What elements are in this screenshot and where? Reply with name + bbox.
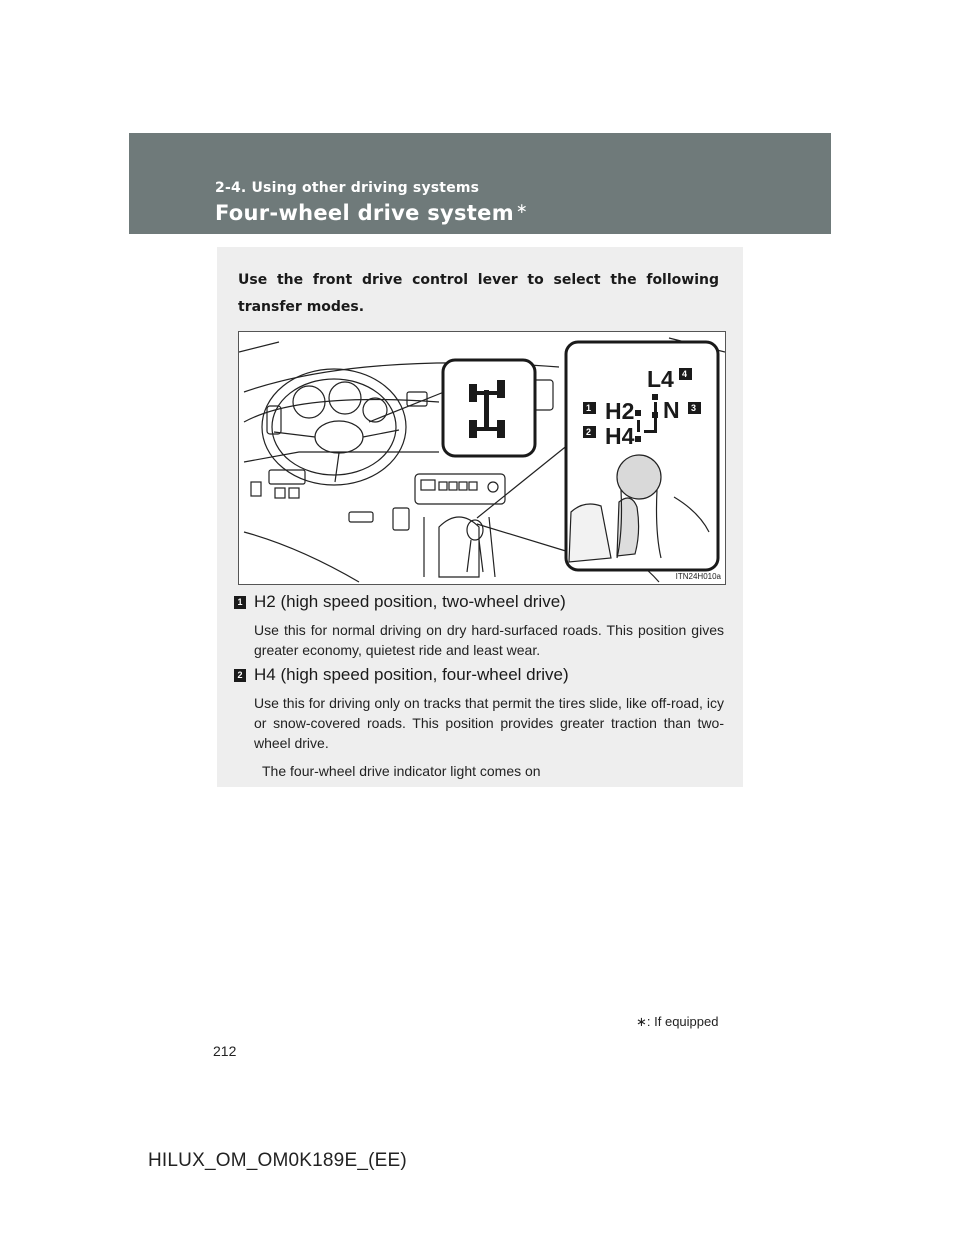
- dashboard-drawing: [239, 332, 725, 584]
- callout-2: 2: [586, 427, 592, 437]
- section-title: 2-4. Using other driving systems: [215, 180, 480, 196]
- callout-4: 4: [682, 369, 688, 379]
- dashboard-illustration: [238, 331, 726, 585]
- footnote-text: : If equipped: [646, 1014, 719, 1029]
- item-heading: H4 (high speed position, four-wheel drive): [254, 665, 569, 684]
- figure-code: ITN24H010a: [675, 572, 721, 581]
- position-h4-label: H4: [605, 423, 635, 449]
- page-number: 212: [213, 1043, 237, 1059]
- page-heading: [215, 201, 528, 225]
- item-heading: H2 (high speed position, two-wheel drive): [254, 592, 566, 611]
- item-number-badge: 1: [234, 596, 246, 609]
- footnote: [636, 1014, 718, 1030]
- indicator-note: The four-wheel drive indicator light comes on: [262, 763, 541, 779]
- mode-item-h2: [234, 592, 724, 660]
- callout-3: 3: [691, 403, 697, 413]
- position-h2-label: H2: [605, 398, 635, 424]
- page-heading-text: Four-wheel drive system: [215, 201, 514, 225]
- item-description: Use this for normal driving on dry hard-surfaced roads. This position gives greater economy, quietest ride and least wear.: [254, 622, 724, 658]
- callout-1: 1: [586, 403, 592, 413]
- intro-text: Use the front drive control lever to select the following transfer modes.: [238, 272, 719, 315]
- asterisk-mark: ∗: [515, 201, 528, 217]
- item-description: Use this for driving only on tracks that permit the tires slide, like off-road, icy or snow-covered roads. This position provides greater traction than two-wheel drive.: [254, 695, 724, 751]
- position-n-label: N: [663, 397, 680, 423]
- item-number-badge: 2: [234, 669, 246, 682]
- footnote-asterisk: ∗: [636, 1014, 647, 1029]
- content-box: [217, 247, 743, 787]
- document-code: HILUX_OM_OM0K189E_(EE): [148, 1150, 407, 1171]
- mode-item-h4: [234, 665, 724, 779]
- position-l4-label: L4: [647, 366, 674, 392]
